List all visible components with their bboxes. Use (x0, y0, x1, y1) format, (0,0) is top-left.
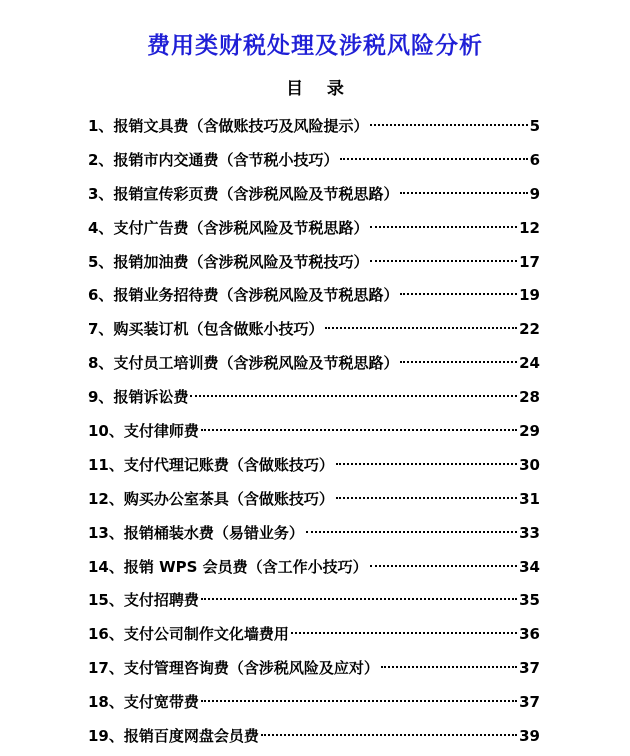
toc-entry-label: 报销百度网盘会员费 (123, 727, 259, 746)
toc-entry-label: 报销诉讼费 (113, 388, 189, 407)
toc-dot-leader (261, 734, 517, 736)
toc-dot-leader (400, 192, 527, 194)
toc-dot-leader (400, 293, 517, 295)
toc-entry-number: 8、 (88, 354, 114, 373)
toc-dot-leader (336, 463, 517, 465)
toc-entry-page: 28 (519, 388, 540, 407)
toc-entry-number: 10、 (88, 422, 124, 441)
toc-entry[interactable] (88, 144, 540, 178)
toc-entry-number: 2、 (88, 150, 114, 169)
toc-entry-label: 支付员工培训费（含涉税风险及节税思路） (113, 354, 399, 373)
toc-dot-leader (291, 632, 517, 634)
toc-entry[interactable] (88, 313, 540, 347)
toc-entry[interactable] (88, 347, 540, 381)
toc-entry[interactable] (88, 279, 540, 313)
toc-entry-label: 支付广告费（含涉税风险及节税思路） (113, 218, 369, 237)
toc-entry-label: 报销业务招待费（含涉税风险及节税思路） (113, 286, 399, 305)
toc-entry-label: 报销文具费（含做账技巧及风险提示） (113, 117, 369, 135)
toc-dot-leader (370, 260, 517, 262)
toc-entry-page: 37 (519, 693, 540, 712)
toc-entry-page: 9 (529, 184, 540, 203)
toc-entry[interactable] (88, 178, 540, 212)
toc-entry[interactable] (88, 212, 540, 246)
toc-entry-number: 14、 (88, 557, 124, 576)
toc-dot-leader (201, 429, 517, 431)
toc-entry[interactable] (88, 652, 540, 686)
toc-entry-page: 12 (519, 218, 540, 237)
toc-entry-label: 报销加油费（含涉税风险及节税技巧） (113, 252, 369, 271)
toc-dot-leader (190, 395, 517, 397)
toc-dot-leader (340, 158, 527, 160)
toc-entry-page: 35 (519, 591, 540, 610)
toc-entry-page: 30 (519, 455, 540, 474)
toc-dot-leader (400, 361, 517, 363)
toc-entry[interactable] (88, 381, 540, 415)
toc-entry-number: 18、 (88, 693, 124, 712)
document-title: 费用类财税处理及涉税风险分析 (147, 33, 483, 59)
toc-entry-label: 报销桶装水费（易错业务） (123, 523, 304, 542)
toc-entry-number: 19、 (88, 727, 124, 746)
toc-entry-number: 5、 (88, 252, 114, 271)
toc-entry-number: 13、 (88, 523, 124, 542)
toc-entry[interactable] (88, 517, 540, 551)
table-of-contents (88, 110, 540, 754)
toc-dot-leader (201, 598, 517, 600)
toc-entry-label: 支付管理咨询费（含涉税风险及应对） (123, 659, 379, 678)
toc-entry-number: 11、 (88, 455, 124, 474)
toc-entry-page: 5 (529, 117, 540, 135)
toc-dot-leader (381, 666, 517, 668)
toc-entry-label: 报销 WPS 会员费（含工作小技巧） (123, 557, 368, 576)
toc-entry-number: 15、 (88, 591, 124, 610)
toc-entry-label: 报销宣传彩页费（含涉税风险及节税思路） (113, 184, 399, 203)
toc-entry-label: 支付宽带费 (123, 693, 199, 712)
toc-entry[interactable] (88, 483, 540, 517)
toc-entry[interactable] (88, 246, 540, 280)
toc-entry-label: 购买办公室茶具（含做账技巧） (123, 489, 334, 508)
toc-entry-page: 29 (519, 422, 540, 441)
toc-entry-label: 支付公司制作文化墙费用 (123, 625, 289, 644)
toc-entry-label: 报销市内交通费（含节税小技巧） (113, 150, 339, 169)
toc-entry-label: 支付代理记账费（含做账技巧） (123, 455, 334, 474)
toc-heading: 目 录 (286, 79, 344, 99)
toc-entry[interactable] (88, 110, 540, 144)
toc-entry[interactable] (88, 686, 540, 720)
toc-entry[interactable] (88, 551, 540, 585)
toc-dot-leader (336, 497, 517, 499)
toc-dot-leader (325, 327, 517, 329)
toc-entry-page: 24 (519, 354, 540, 373)
toc-entry-number: 7、 (88, 320, 114, 339)
toc-entry-number: 12、 (88, 489, 124, 508)
toc-entry-number: 3、 (88, 184, 114, 203)
toc-entry[interactable] (88, 415, 540, 449)
toc-dot-leader (201, 700, 517, 702)
toc-entry-page: 17 (519, 252, 540, 271)
toc-entry[interactable] (88, 618, 540, 652)
toc-dot-leader (306, 531, 517, 533)
toc-dot-leader (370, 124, 527, 126)
toc-entry-page: 33 (519, 523, 540, 542)
toc-entry-number: 4、 (88, 218, 114, 237)
toc-entry-page: 6 (529, 150, 540, 169)
toc-entry-number: 17、 (88, 659, 124, 678)
toc-entry[interactable] (88, 720, 540, 754)
toc-entry[interactable] (88, 584, 540, 618)
toc-entry-number: 16、 (88, 625, 124, 644)
toc-dot-leader (370, 226, 517, 228)
toc-entry-page: 36 (519, 625, 540, 644)
toc-entry-page: 34 (519, 557, 540, 576)
toc-entry-label: 支付律师费 (123, 422, 199, 441)
toc-entry-page: 22 (519, 320, 540, 339)
toc-entry-page: 31 (519, 489, 540, 508)
toc-dot-leader (370, 565, 517, 567)
toc-entry-number: 6、 (88, 286, 114, 305)
toc-entry-page: 39 (519, 727, 540, 746)
toc-entry-label: 支付招聘费 (123, 591, 199, 610)
toc-entry-page: 37 (519, 659, 540, 678)
toc-entry[interactable] (88, 449, 540, 483)
toc-entry-number: 9、 (88, 388, 114, 407)
toc-entry-label: 购买装订机（包含做账小技巧） (113, 320, 324, 339)
toc-entry-page: 19 (519, 286, 540, 305)
toc-entry-number: 1、 (88, 117, 114, 135)
